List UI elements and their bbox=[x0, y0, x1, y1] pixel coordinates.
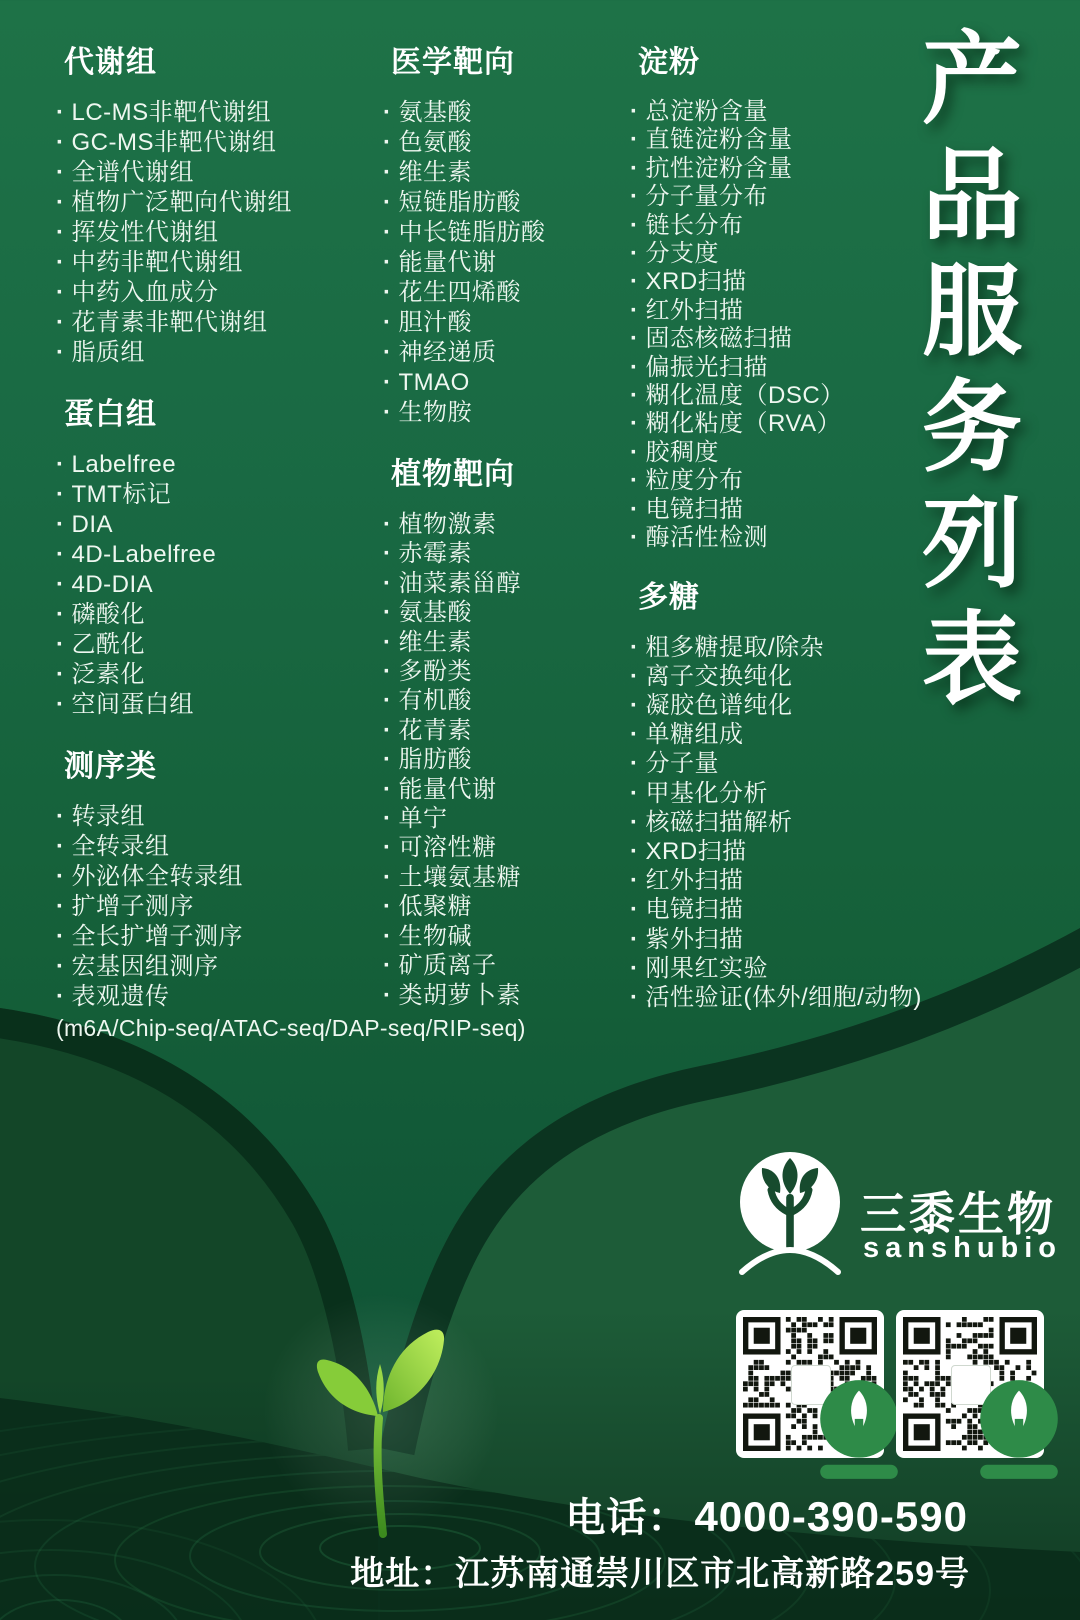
service-item: · 土壤氨基糖 bbox=[383, 863, 633, 892]
service-item: · GC-MS非靶代谢组 bbox=[56, 128, 386, 158]
service-item: · DIA bbox=[56, 510, 386, 540]
qr-code-2 bbox=[896, 1310, 1044, 1458]
service-item: · 电镜扫描 bbox=[630, 895, 930, 924]
service-item: · XRD扫描 bbox=[630, 268, 930, 296]
service-item: · 脂肪酸 bbox=[383, 745, 633, 774]
qr-code-1 bbox=[736, 1310, 884, 1458]
service-item: · 多酚类 bbox=[383, 657, 633, 686]
address-value: 江苏南通崇川区市北高新路259号 bbox=[455, 1555, 970, 1593]
qr-center-logo-icon bbox=[791, 1365, 831, 1405]
service-item: · 糊化温度（DSC） bbox=[630, 382, 930, 410]
service-item: · 分子量 bbox=[630, 749, 930, 778]
section-title: 淀粉 bbox=[638, 46, 700, 79]
phone-label: 电话： bbox=[565, 1496, 689, 1540]
section-title: 蛋白组 bbox=[64, 398, 157, 431]
section-items bbox=[56, 802, 386, 1012]
service-section bbox=[56, 396, 386, 720]
section-items bbox=[630, 98, 930, 553]
service-item: · 4D-DIA bbox=[56, 570, 386, 600]
service-item: · 维生素 bbox=[383, 158, 633, 188]
service-item: · 4D-Labelfree bbox=[56, 540, 386, 570]
poster-vertical-title: 产品服务列表 bbox=[907, 26, 1018, 722]
brand-name-en: sanshubio bbox=[863, 1232, 1063, 1264]
service-item: · XRD扫描 bbox=[630, 837, 930, 866]
service-item: · 粗多糖提取/除杂 bbox=[630, 633, 930, 662]
brand-logo-icon bbox=[738, 1150, 854, 1284]
service-item: · 扩增子测序 bbox=[56, 892, 386, 922]
service-item: · 表观遗传 bbox=[56, 982, 386, 1012]
service-item: · 固态核磁扫描 bbox=[630, 325, 930, 353]
qr-center-logo-icon bbox=[951, 1365, 991, 1405]
service-item: · 中长链脂肪酸 bbox=[383, 218, 633, 248]
service-item: · 酶活性检测 bbox=[630, 524, 930, 552]
service-section bbox=[630, 579, 930, 1013]
service-item: · 生物胺 bbox=[383, 398, 633, 428]
section-title: 多糖 bbox=[638, 580, 700, 614]
service-item: · 单宁 bbox=[383, 804, 633, 833]
service-item: · 脂质组 bbox=[56, 338, 386, 368]
service-item: · 能量代谢 bbox=[383, 248, 633, 278]
phone-line bbox=[565, 1486, 968, 1543]
section-title: 代谢组 bbox=[64, 46, 157, 79]
service-section bbox=[383, 456, 633, 1010]
address-label: 地址： bbox=[350, 1555, 456, 1593]
section-items bbox=[383, 98, 633, 428]
section-title: 植物靶向 bbox=[391, 458, 515, 491]
section-items bbox=[56, 450, 386, 720]
service-item: · 红外扫描 bbox=[630, 297, 930, 325]
service-section bbox=[56, 44, 386, 368]
service-item: · 分支度 bbox=[630, 240, 930, 268]
section-note: (m6A/Chip-seq/ATAC-seq/DAP-seq/RIP-seq) bbox=[56, 1015, 526, 1041]
service-item: · 氨基酸 bbox=[383, 98, 633, 128]
service-section bbox=[383, 44, 633, 428]
service-item: · 分子量分布 bbox=[630, 183, 930, 211]
service-item: · 离子交换纯化 bbox=[630, 662, 930, 691]
service-item: · 紫外扫描 bbox=[630, 925, 930, 954]
section-items bbox=[56, 98, 386, 368]
service-item: · 外泌体全转录组 bbox=[56, 862, 386, 892]
service-item: · 胶稠度 bbox=[630, 439, 930, 467]
service-item: · 低聚糖 bbox=[383, 892, 633, 921]
service-item: · 植物广泛靶向代谢组 bbox=[56, 188, 386, 218]
service-item: · 花生四烯酸 bbox=[383, 278, 633, 308]
section-items bbox=[630, 633, 930, 1013]
service-item: · 活性验证(体外/细胞/动物) bbox=[630, 983, 930, 1012]
service-item: · 可溶性糖 bbox=[383, 833, 633, 862]
service-item: · 油菜素甾醇 bbox=[383, 569, 633, 598]
service-item: · 花青素非靶代谢组 bbox=[56, 308, 386, 338]
service-item: · 乙酰化 bbox=[56, 630, 386, 660]
section-title: 医学靶向 bbox=[391, 46, 515, 79]
service-item: · 全转录组 bbox=[56, 832, 386, 862]
service-item: · 红外扫描 bbox=[630, 866, 930, 895]
service-section bbox=[630, 44, 930, 553]
brand-name-cn: 三黍生物 bbox=[860, 1188, 1056, 1240]
service-item: · 粒度分布 bbox=[630, 467, 930, 495]
service-item: · 短链脂肪酸 bbox=[383, 188, 633, 218]
service-item: · 空间蛋白组 bbox=[56, 690, 386, 720]
service-item: · TMAO bbox=[383, 368, 633, 398]
service-item: · 凝胶色谱纯化 bbox=[630, 691, 930, 720]
service-item: · TMT标记 bbox=[56, 480, 386, 510]
service-item: · 生物碱 bbox=[383, 922, 633, 951]
service-item: · 链长分布 bbox=[630, 212, 930, 240]
service-item: · 神经递质 bbox=[383, 338, 633, 368]
service-item: · 抗性淀粉含量 bbox=[630, 155, 930, 183]
service-item: · 类胡萝卜素 bbox=[383, 981, 633, 1010]
service-item: · 宏基因组测序 bbox=[56, 952, 386, 982]
service-item: · 有机酸 bbox=[383, 686, 633, 715]
service-item: · 糊化粘度（RVA） bbox=[630, 410, 930, 438]
service-item: · 中药非靶代谢组 bbox=[56, 248, 386, 278]
service-item: · 全长扩增子测序 bbox=[56, 922, 386, 952]
section-title: 测序类 bbox=[64, 750, 157, 783]
service-item: · 矿质离子 bbox=[383, 951, 633, 980]
section-items bbox=[383, 510, 633, 1010]
service-item: · 磷酸化 bbox=[56, 600, 386, 630]
service-item: · 核磁扫描解析 bbox=[630, 808, 930, 837]
service-item: · 赤霉素 bbox=[383, 539, 633, 568]
service-item: · 中药入血成分 bbox=[56, 278, 386, 308]
phone-number: 4000-390-590 bbox=[694, 1493, 968, 1540]
service-item: · 胆汁酸 bbox=[383, 308, 633, 338]
service-item: · 总淀粉含量 bbox=[630, 98, 930, 126]
column-right bbox=[630, 44, 930, 1012]
service-item: · 单糖组成 bbox=[630, 720, 930, 749]
service-item: · 色氨酸 bbox=[383, 128, 633, 158]
service-item: · 能量代谢 bbox=[383, 775, 633, 804]
column-middle bbox=[383, 44, 633, 1010]
service-item: · LC-MS非靶代谢组 bbox=[56, 98, 386, 128]
service-item: · 氨基酸 bbox=[383, 598, 633, 627]
service-item: · 偏振光扫描 bbox=[630, 354, 930, 382]
service-item: · 泛素化 bbox=[56, 660, 386, 690]
service-item: · 转录组 bbox=[56, 802, 386, 832]
service-item: · 植物激素 bbox=[383, 510, 633, 539]
service-item: · 挥发性代谢组 bbox=[56, 218, 386, 248]
service-item: · 甲基化分析 bbox=[630, 779, 930, 808]
service-item: · 全谱代谢组 bbox=[56, 158, 386, 188]
service-item: · 花青素 bbox=[383, 716, 633, 745]
address-line bbox=[350, 1546, 970, 1595]
service-item: · 电镜扫描 bbox=[630, 496, 930, 524]
service-item: · Labelfree bbox=[56, 450, 386, 480]
service-item: · 维生素 bbox=[383, 628, 633, 657]
service-item: · 直链淀粉含量 bbox=[630, 126, 930, 154]
service-item: · 刚果红实验 bbox=[630, 954, 930, 983]
